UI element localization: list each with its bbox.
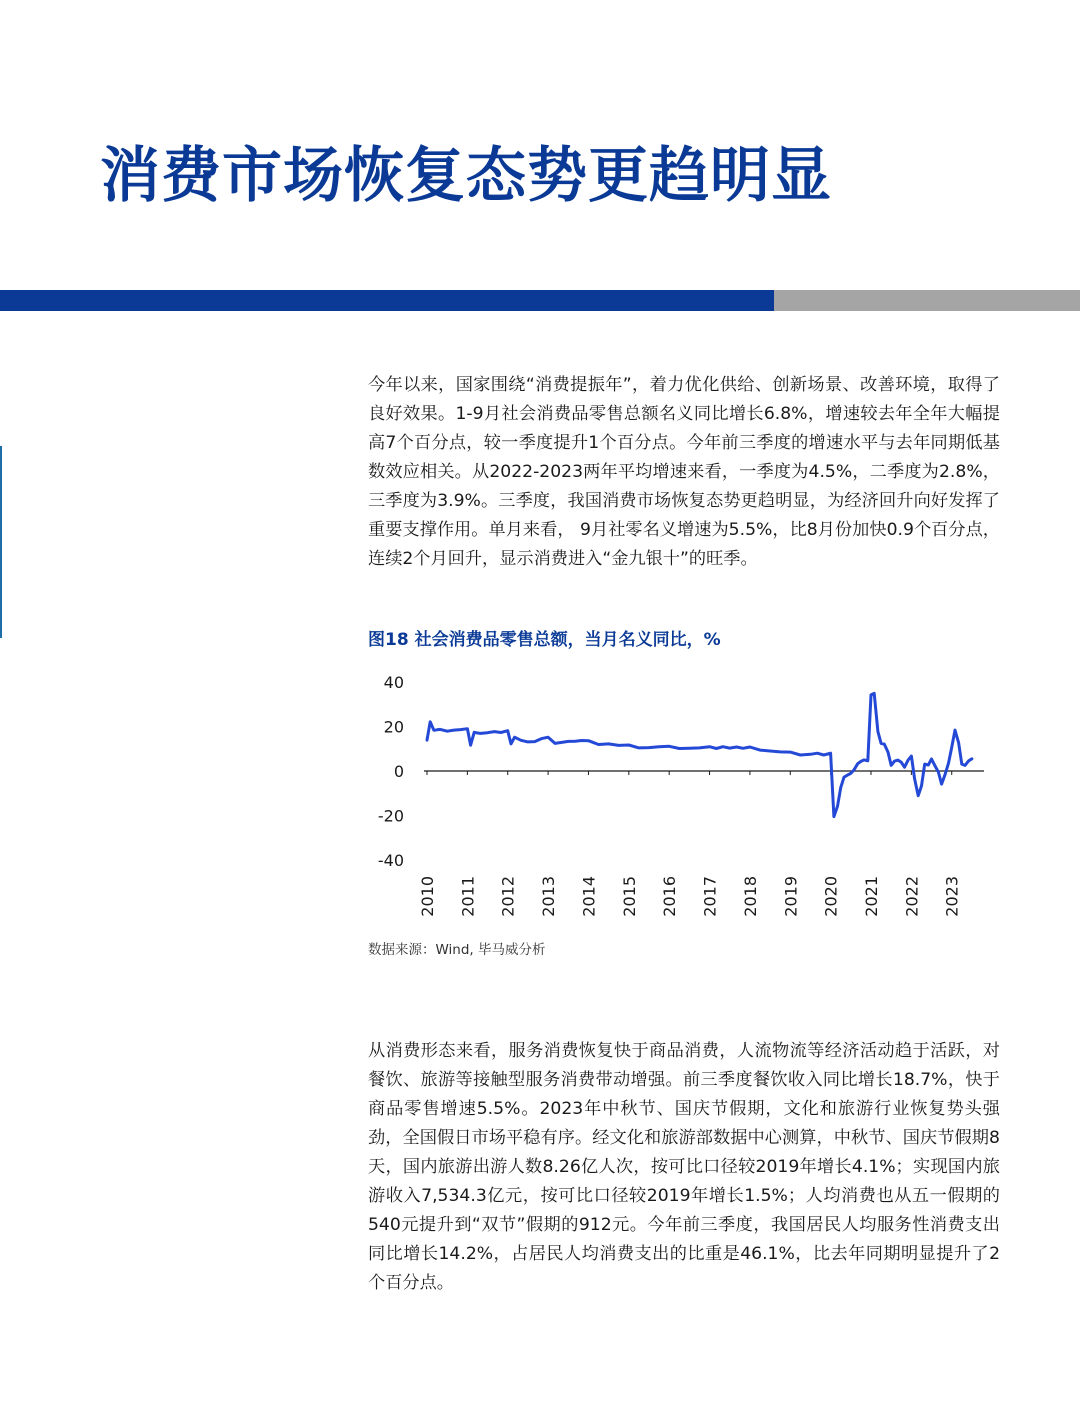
x-tick-label: 2020	[821, 876, 841, 917]
x-tick-label: 2016	[660, 876, 680, 917]
x-tick-label: 2012	[498, 876, 518, 917]
x-tick-label: 2021	[862, 876, 881, 917]
x-tick-label: 2015	[619, 876, 639, 917]
y-tick-label: 40	[383, 673, 404, 692]
y-axis-ticks	[378, 673, 404, 870]
x-tick-label: 2014	[579, 876, 599, 917]
x-tick-label: 2022	[902, 876, 922, 917]
y-tick-label: -40	[377, 851, 404, 870]
left-margin-rule	[0, 446, 2, 638]
x-tick-label: 2018	[740, 876, 760, 917]
paragraph-services: 从消费形态来看，服务消费恢复快于商品消费，人流物流等经济活动趋于活跃，对餐饮、旅游等接触型服务消费带动增强。前三季度餐饮收入同比增长18.7%，快于商品零售增速5.5%。2023年中秋节、国庆节假期，文化和旅游行业恢复势头强劲，全国假日市场平稳有序。经文化和旅游部数据中心测算，中秋节、国庆节假期8天，国内旅游出游人数8.26亿人次，按可比口径较2019年增长4.1%；实现国内旅游收入7,534.3亿元，按可比口径较2019年增长1.5%；人均消费也从五一假期的540元提升到“双节”假期的912元。今年前三季度，我国居民人均服务性消费支出同比增长14.2%，占居民人均消费支出的比重是46.1%，比去年同期明显提升了2个百分点。	[368, 1041, 1000, 1293]
page-title: 消费市场恢复态势更趋明显	[100, 141, 832, 211]
paragraph-intro: 今年以来，国家围绕“消费提振年”，着力优化供给、创新场景、改善环境，取得了良好效果。1-9月社会消费品零售总额名义同比增长6.8%，增速较去年全年大幅提高7个百分点，较一季度提升1个百分点。今年前三季度的增速水平与去年同期低基数效应相关。从2022-2023两年平均增速来看，一季度为4.5%，二季度为2.8%，三季度为3.9%。三季度，我国消费市场恢复态势更趋明显，为经济回升向好发挥了重要支撑作用。单月来看， 9月社零名义增速为5.5%，比8月份加快0.9个百分点，连续2个月回升，显示消费进入“金九银十”的旺季。	[368, 375, 1000, 569]
y-tick-label: -20	[377, 806, 404, 826]
x-tick-label: 2011	[458, 876, 478, 917]
series-layer	[427, 693, 972, 816]
x-tick-label: 2019	[781, 876, 801, 917]
retail-sales-line-chart	[368, 664, 1000, 930]
x-tick-label: 2023	[942, 876, 962, 917]
figure-title: 图18 社会消费品零售总额，当月名义同比，%	[368, 630, 721, 650]
y-tick-label: 20	[383, 717, 404, 737]
y-tick-label: 0	[393, 762, 404, 781]
figure-source: 数据来源：Wind, 毕马威分析	[368, 942, 546, 958]
header-band-gray	[774, 290, 1080, 311]
x-tick-label: 2010	[418, 876, 437, 917]
series-line	[427, 693, 972, 816]
x-axis-ticks	[418, 771, 962, 917]
x-tick-label: 2017	[700, 876, 720, 917]
header-band-blue	[0, 290, 774, 311]
x-tick-label: 2013	[539, 876, 559, 917]
